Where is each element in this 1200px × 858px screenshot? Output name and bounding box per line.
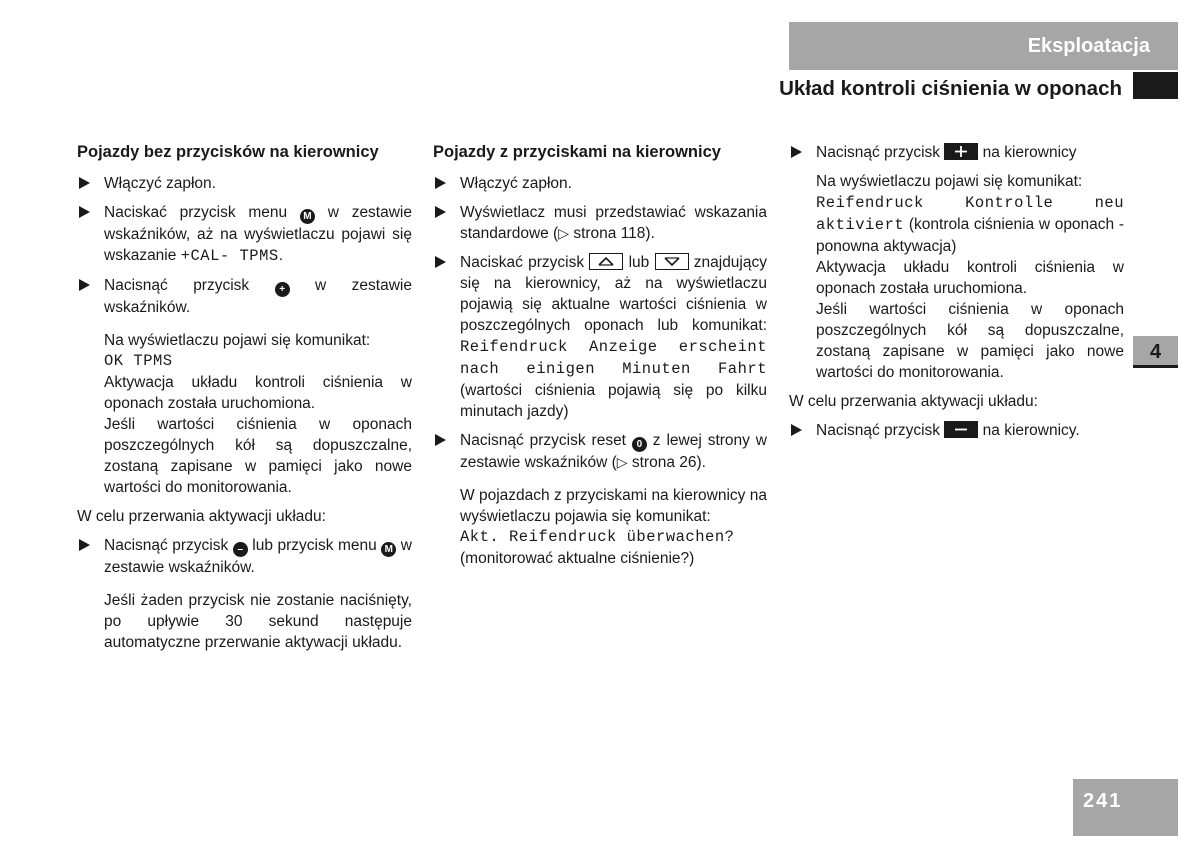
note-text: (monitorować aktualne ciśnienie?) xyxy=(460,550,695,567)
plus-button-icon: + xyxy=(275,282,290,297)
plus-key-icon xyxy=(944,143,978,160)
column1-heading: Pojazdy bez przycisków na kierownicy xyxy=(77,143,379,161)
step-arrow-icon xyxy=(79,177,90,189)
step-text: (wartości ciśnienia pojawią się po kilku minutach jazdy) xyxy=(460,382,767,420)
note-text: Jeśli wartości ciśnienia w oponach poszczególnych kół są dopuszczalne, zostaną zapisane w pamięci jako nowe wartości do monitorowania. xyxy=(816,301,1124,381)
step-text: . xyxy=(278,247,284,264)
note-text: Na wyświetlaczu pojawi się komunikat: xyxy=(816,173,1083,190)
step-text: w zestawie wskaźników, aż na wyświetlaczu pojawi się wskazanie xyxy=(104,204,412,264)
display-message: Reifendruck Kontrolle neu aktiviert xyxy=(816,194,1124,234)
page-reference-icon: ▷ xyxy=(616,454,628,470)
step-press-plus xyxy=(77,275,412,318)
step-arrow-icon xyxy=(435,177,446,189)
chapter-tab xyxy=(1133,336,1178,368)
step-arrow-icon xyxy=(435,434,446,446)
step-standard-display xyxy=(433,202,767,244)
step-text: Nacisnąć przycisk xyxy=(104,537,233,554)
step-text: Włączyć zapłon. xyxy=(460,175,572,192)
menu-button-icon: M xyxy=(381,542,396,557)
column-continuation xyxy=(789,142,1124,449)
chapter-number: 4 xyxy=(1149,340,1162,363)
step-arrow-icon xyxy=(435,256,446,268)
step-text: znajdujący się na kierownicy, aż na wyświetlaczu pojawią się aktualne wartości ciśnienia w poszczególnych oponach lub komunikat: xyxy=(460,254,767,334)
step-press-minus xyxy=(77,535,412,578)
note-text: Na wyświetlaczu pojawi się komunikat: xyxy=(104,332,371,349)
step-text: w zestawie wskaźników. xyxy=(104,277,412,316)
reset-button-icon: 0 xyxy=(632,437,647,452)
step-text: Naciskać przycisk menu xyxy=(104,204,300,221)
step-arrow-icon xyxy=(79,206,90,218)
step-text: Nacisnąć przycisk xyxy=(816,422,945,439)
column-with-steering-buttons xyxy=(433,142,767,577)
step-press-plus-steering xyxy=(789,142,1124,163)
note-text: Aktywacja układu kontroli ciśnienia w oponach została uruchomiona. xyxy=(816,259,1124,297)
abort-intro: W celu przerwania aktywacji układu: xyxy=(789,393,1038,410)
note-text: (kontrola ciśnienia w oponach - ponowna aktywacja) xyxy=(816,216,1124,255)
step-arrow-icon xyxy=(79,539,90,551)
display-message: Akt. Reifendruck überwachen? xyxy=(460,528,735,546)
heading-marker-block xyxy=(1133,72,1178,99)
column2-heading: Pojazdy z przyciskami na kierownicy xyxy=(433,143,721,161)
display-message: +CAL- TPMS xyxy=(180,247,279,265)
section-title: Eksploatacja xyxy=(1027,34,1150,57)
step-text: strona 26). xyxy=(627,454,706,471)
step-text: Nacisnąć przycisk xyxy=(104,277,275,294)
page-number-box xyxy=(1073,779,1178,836)
note-display-message xyxy=(77,330,412,498)
note-monitor-message xyxy=(433,485,767,569)
note-text: W pojazdach z przyciskami na kierownicy na wyświetlaczu pojawia się komunikat: xyxy=(460,487,767,525)
step-press-reset xyxy=(433,430,767,473)
step-arrow-icon xyxy=(791,146,802,158)
step-text: Wyświetlacz musi przedstawiać wskazania standardowe ( xyxy=(460,204,767,242)
step-text: Nacisnąć przycisk reset xyxy=(460,432,632,449)
page-reference-icon: ▷ xyxy=(558,225,570,241)
step-text: Naciskać przycisk xyxy=(460,254,590,271)
step-press-menu xyxy=(77,202,412,267)
page-title: Układ kontroli ciśnienia w oponach xyxy=(779,77,1122,100)
minus-button-icon: – xyxy=(233,542,248,557)
abort-intro: W celu przerwania aktywacji układu: xyxy=(77,508,326,525)
note-timeout: Jeśli żaden przycisk nie zostanie naciśnięty, po upływie 30 sekund następuje automatyczne przerwanie aktywacji układu. xyxy=(104,592,412,651)
step-arrow-icon xyxy=(79,279,90,291)
page-number: 241 xyxy=(1083,790,1123,812)
step-text: na kierownicy. xyxy=(978,422,1080,439)
display-message: OK TPMS xyxy=(104,352,173,370)
step-text: lub przycisk menu xyxy=(247,537,382,554)
note-reactivated xyxy=(789,171,1124,383)
column-without-steering-buttons xyxy=(77,142,412,661)
step-press-up-down xyxy=(433,252,767,422)
step-arrow-icon xyxy=(791,424,802,436)
step-press-minus-steering xyxy=(789,420,1124,441)
display-message: Reifendruck Anzeige erscheint nach einigen Minuten Fahrt xyxy=(460,338,767,378)
step-text: w zestawie wskaźników. xyxy=(104,537,412,576)
section-header-bar xyxy=(789,22,1178,70)
up-button-icon xyxy=(589,253,623,270)
step-arrow-icon xyxy=(435,206,446,218)
step-text: Nacisnąć przycisk xyxy=(816,144,945,161)
note-text: Aktywacja układu kontroli ciśnienia w oponach została uruchomiona. xyxy=(104,374,412,412)
step-ignition-on xyxy=(77,173,412,194)
note-text: Jeśli wartości ciśnienia w oponach poszczególnych kół są dopuszczalne, zostaną zapisane w pamięci jako nowe wartości do monitorowania. xyxy=(104,416,412,496)
step-text: Włączyć zapłon. xyxy=(104,175,216,192)
step-text: strona 118). xyxy=(569,225,655,242)
menu-button-icon: M xyxy=(300,209,315,224)
minus-key-icon xyxy=(944,421,978,438)
step-text: z lewej strony w zestawie wskaźników ( xyxy=(460,432,767,471)
step-ignition-on xyxy=(433,173,767,194)
down-button-icon xyxy=(655,253,689,270)
step-text: na kierownicy xyxy=(978,144,1077,161)
step-text: lub xyxy=(623,254,655,271)
